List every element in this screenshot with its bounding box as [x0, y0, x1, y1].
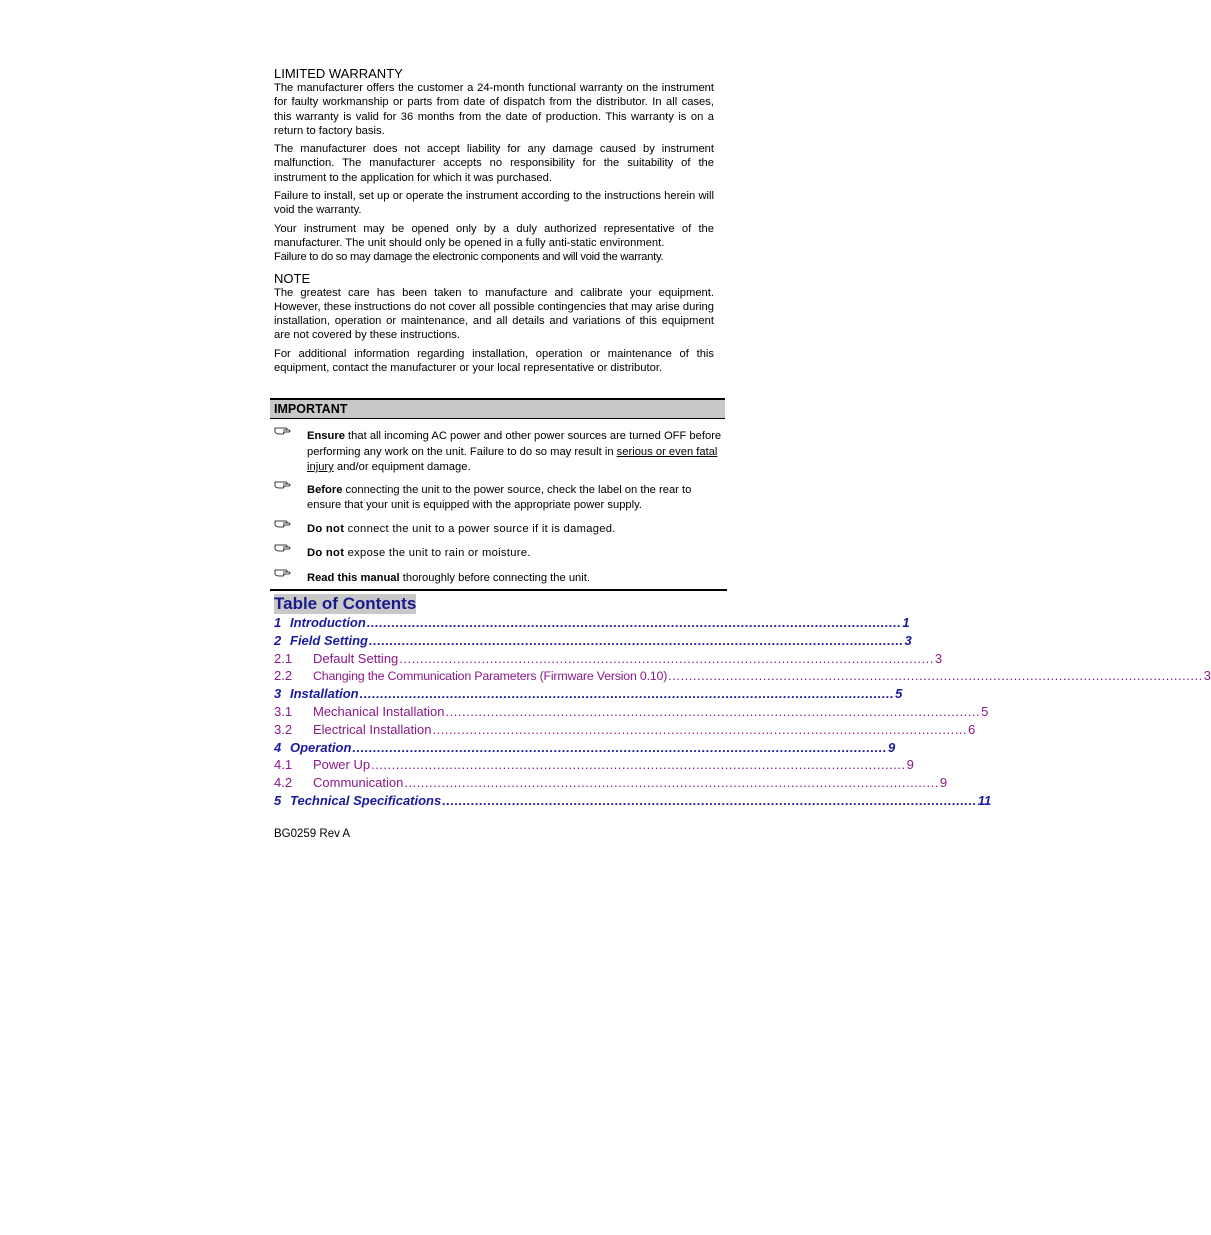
- toc-entry[interactable]: 3.2 Electrical Installation .................................................................................................................................. 6: [274, 721, 976, 737]
- important-item-moisture: Do not expose the unit to rain or moisture.: [274, 546, 726, 562]
- note-paragraph-2: For additional information regarding installation, operation or maintenance of this equipment, contact the manufacturer or your local representative or distributor.: [274, 347, 714, 375]
- warranty-paragraph-1: The manufacturer offers the customer a 24-month functional warranty on the instrument for faulty workmanship or parts from date of dispatch from the distributor. In all cases, this warranty is valid for 36 months from the date of production. This warranty is on a return to factory basis.: [274, 82, 714, 137]
- toc-entry[interactable]: 2.2 Changing the Communication Parameters (Firmware Version 0.10) .................................................................................................................................. 3: [274, 668, 1211, 684]
- pointing-hand-icon: [274, 425, 294, 437]
- important-item-read-manual: Read this manual thoroughly before connecting the unit.: [274, 571, 726, 587]
- table-of-contents: [274, 594, 1211, 811]
- document-id: BG0259 Rev A: [274, 828, 351, 840]
- toc-entry[interactable]: 4.2 Communication .................................................................................................................................. 9: [274, 775, 948, 791]
- pointing-hand-icon: [274, 518, 294, 530]
- warranty-paragraph-4b: Failure to do so may damage the electronic components and will void the warranty.: [274, 251, 664, 264]
- important-item-before: Before connecting the unit to the power source, check the label on the rear to ensure that your unit is equipped with the appropriate power supply.: [274, 483, 726, 514]
- note-heading: NOTE: [274, 270, 311, 286]
- warranty-paragraph-3: Failure to install, set up or operate the instrument according to the instructions herein will void the warranty.: [274, 190, 714, 217]
- pointing-hand-icon: [274, 479, 294, 491]
- warranty-paragraph-2: The manufacturer does not accept liability for any damage caused by instrument malfunction. The manufacturer accepts no responsibility for the suitability of the instrument to the application for which it was purchased.: [274, 143, 714, 184]
- toc-entry[interactable]: 3.1 Mechanical Installation .................................................................................................................................. 5: [274, 703, 989, 719]
- pointing-hand-icon: [274, 542, 294, 554]
- toc-entry[interactable]: 2 Field Setting .................................................................................................................................. 3: [274, 632, 912, 648]
- note-paragraph-1: The greatest care has been taken to manufacture and calibrate your equipment. However, these instructions do not cover all possible contingencies that may arise during installation, operation or maintenance, and all details and variations of this equipment are not covered by these instructions.: [274, 286, 714, 342]
- toc-entry[interactable]: 5 Technical Specifications .................................................................................................................................. 11: [274, 792, 992, 808]
- toc-title: Table of Contents: [274, 594, 417, 613]
- toc-entry[interactable]: 3 Installation .................................................................................................................................. 5: [274, 686, 903, 702]
- pointing-hand-icon: [274, 567, 294, 579]
- warranty-paragraph-4: Your instrument may be opened only by a duly authorized representative of the manufacturer. The unit should only be opened in a fully anti-static environment.: [274, 222, 714, 249]
- important-banner: [270, 398, 725, 419]
- toc-entry[interactable]: 4.1 Power Up .................................................................................................................................. 9: [274, 757, 914, 773]
- warranty-section: [274, 66, 714, 379]
- toc-entry[interactable]: 1 Introduction .................................................................................................................................. 1: [274, 615, 910, 630]
- toc-entry[interactable]: 2.1 Default Setting .................................................................................................................................. 3: [274, 650, 943, 666]
- important-list: [274, 424, 726, 586]
- toc-entry[interactable]: 4 Operation .................................................................................................................................. 9: [274, 739, 896, 755]
- important-item-damaged: Do not connect the unit to a power source if it is damaged.: [274, 522, 726, 538]
- important-item-ensure: Ensure that all incoming AC power and other power sources are turned OFF before performing any work on the unit. Failure to do so may result in serious or even fatal injury and/or equipment damage.: [274, 429, 726, 476]
- important-heading: IMPORTANT: [274, 402, 348, 416]
- section-divider: [270, 589, 727, 591]
- warranty-heading: LIMITED WARRANTY: [274, 66, 403, 81]
